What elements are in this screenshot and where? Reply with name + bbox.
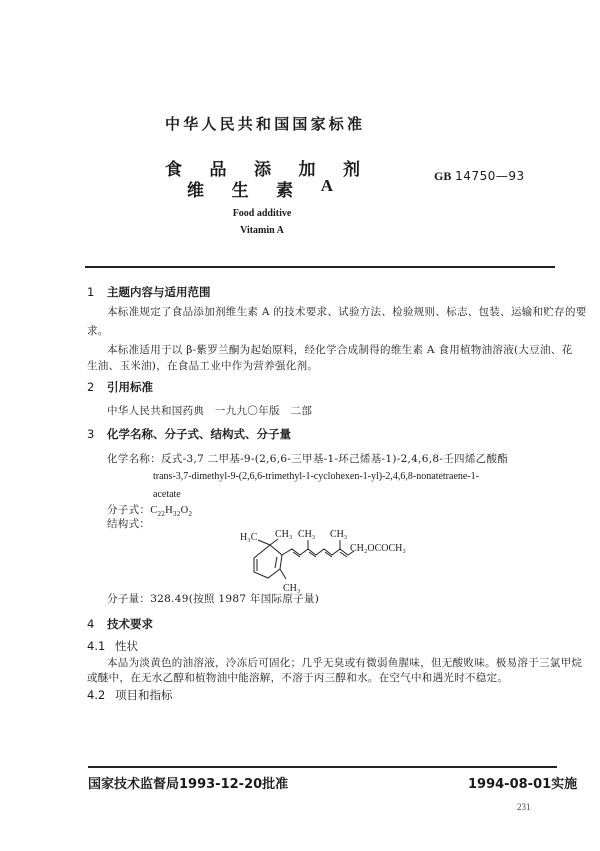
chemical-name-cn-value: 反式-3,7 二甲基-9-(2,6,6-三甲基-1-环己烯基-1)-2,4,6,8-壬四烯乙酸酯	[161, 453, 509, 465]
subsection-title: 性状	[115, 639, 138, 653]
approval-date: 国家技术监督局1993-12-20批准	[88, 777, 289, 792]
section-number: 1	[87, 285, 95, 299]
title-cn-line2	[187, 176, 333, 201]
h3c-label: H₃C	[240, 532, 258, 543]
s1-paragraph1-line1: 本标准规定了食品添加剂维生素 A 的技术要求、试验方法、检验规则、标志、包装、运输和贮存的要	[107, 306, 587, 318]
section-2-heading	[87, 379, 153, 395]
section-number: 2	[87, 380, 95, 394]
chemical-name-en-line2: acetate	[153, 489, 181, 500]
ch3-ring-label: CH₃	[283, 583, 301, 594]
ch3-label-b: CH₃	[298, 529, 316, 540]
chemical-name-label: 化学名称：	[107, 453, 161, 465]
ch3-label-a: CH₃	[275, 529, 293, 540]
section-4-heading	[87, 616, 153, 632]
code-number: 14750—93	[455, 169, 525, 183]
page-number: 231	[517, 802, 531, 812]
title-char: 生	[231, 181, 249, 201]
s1-paragraph2-line1: 本标准适用于以 β-紫罗兰酮为起始原料，经化学合成制得的维生素 A 食用植物油溶液(大豆油、花	[107, 344, 573, 356]
title-char: 维	[187, 181, 204, 201]
subsection-title: 项目和指标	[115, 688, 173, 702]
structure-label: 结构式：	[107, 518, 151, 530]
header-rule	[85, 266, 555, 268]
section-number: 4	[87, 617, 95, 631]
s1-paragraph1-line2: 求。	[87, 325, 109, 337]
ch3-label-c: CH₃	[330, 529, 348, 540]
subsection-4-1-heading	[87, 638, 138, 654]
s41-line1: 本品为淡黄色的油溶液，冷冻后可固化；几乎无臭或有微弱鱼腥味，但无酸败味。极易溶于三氯甲烷	[107, 657, 583, 669]
structural-formula-diagram	[230, 525, 450, 595]
title-en-line1: Food additive	[232, 208, 292, 219]
title-char: 添	[254, 160, 271, 180]
section-1-heading	[87, 284, 211, 300]
section-title: 技术要求	[107, 617, 153, 631]
subsection-number: 4.1	[87, 639, 106, 653]
section-title: 引用标准	[107, 380, 153, 394]
title-char: A	[320, 176, 333, 195]
referenced-standard: 中华人民共和国药典 一九九〇年版 二部	[107, 405, 313, 417]
chemical-name-cn	[107, 451, 508, 466]
section-title: 主题内容与适用范围	[107, 285, 211, 299]
section-title: 化学名称、分子式、结构式、分子量	[107, 427, 291, 441]
section-3-heading	[87, 426, 291, 442]
title-char: 品	[209, 160, 227, 180]
title-char: 剂	[343, 160, 360, 180]
title-char: 食	[165, 160, 182, 180]
section-number: 3	[87, 427, 95, 441]
s1-paragraph2-line2: 生油、玉米油)，在食品工业中作为营养强化剂。	[87, 360, 319, 372]
title-char: 素	[276, 181, 294, 201]
formula-label: 分子式：	[107, 504, 151, 516]
formula-value: $C_{22}H_{32}O_2$	[150, 505, 193, 519]
subsection-number: 4.2	[87, 688, 106, 702]
code-prefix: GB	[434, 169, 452, 183]
title-en-line2: Vitamin A	[240, 225, 284, 236]
s41-line2: 或醚中，在无水乙醇和植物油中能溶解，不溶于丙三醇和水。在空气中和遇光时不稳定。	[87, 672, 509, 684]
ester-label: CH₂OCOCH₃	[350, 543, 406, 554]
footer-rule	[88, 766, 557, 768]
chemical-name-en-line1: trans-3,7-dimethyl-9-(2,6,6-trimethyl-1-cyclohexen-1-yl)-2,4,6,8-nonatetraene-1-	[153, 471, 479, 482]
subsection-4-2-heading	[87, 687, 173, 703]
standard-code	[434, 169, 525, 184]
implementation-date: 1994-08-01实施	[468, 777, 578, 792]
title-char: 加	[298, 160, 316, 180]
molecular-weight: 分子量：328.49(按照 1987 年国际原子量)	[107, 593, 320, 605]
standard-type: 中华人民共和国国家标准	[165, 115, 366, 133]
